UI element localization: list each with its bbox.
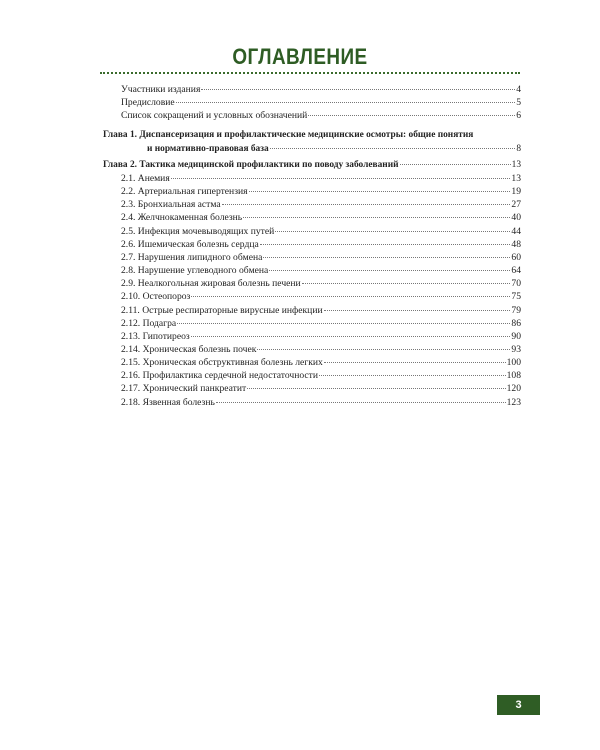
title-dotted-divider: [100, 72, 520, 74]
toc-entry-page: 79: [511, 304, 521, 316]
toc-entry-label: 2.2. Артериальная гипертензия: [121, 186, 248, 198]
leader-dots: [319, 375, 506, 376]
toc-entry-label: 2.3. Бронхиальная астма: [121, 199, 221, 211]
toc-entry-label: 2.5. Инфекция мочевыводящих путей: [121, 225, 275, 237]
leader-dots: [257, 349, 510, 350]
toc-entry[interactable]: [121, 97, 521, 108]
toc-entry-page: 27: [511, 199, 521, 211]
toc-entry-page: 108: [506, 370, 521, 382]
leader-dots: [400, 164, 511, 165]
toc-chapter-label: Глава 1. Диспансеризация и профилактические медицинские осмотры: общие понятия: [103, 130, 474, 140]
toc-entry-label: 2.7. Нарушения липидного обмена: [121, 251, 263, 263]
toc-entry[interactable]: [121, 110, 521, 121]
toc-section-entry[interactable]: [121, 305, 521, 316]
leader-dots: [201, 89, 515, 90]
toc-entry-label: 2.17. Хронический панкреатит: [121, 383, 247, 395]
leader-dots: [270, 148, 516, 149]
leader-dots: [243, 217, 510, 218]
toc-section-entry[interactable]: [121, 291, 521, 302]
toc-entry-page: 13: [511, 173, 521, 184]
toc-entry-label: 2.10. Остеопороз: [121, 291, 191, 303]
toc-entry-page: 60: [511, 251, 521, 263]
toc-section-entry[interactable]: [121, 278, 521, 289]
leader-dots: [222, 204, 511, 205]
toc-entry-page: 48: [511, 238, 521, 250]
toc-entry-label: Список сокращений и условных обозначений: [121, 110, 308, 121]
toc-title: ОГЛАВЛЕНИЕ: [232, 44, 368, 69]
toc-entry-label: 2.4. Желчнокаменная болезнь: [121, 212, 243, 224]
leader-dots: [191, 336, 511, 337]
leader-dots: [302, 283, 511, 284]
leader-dots: [275, 231, 510, 232]
toc-section-entry[interactable]: [121, 318, 521, 329]
toc-entry-label: 2.15. Хроническая обструктивная болезнь легких: [121, 357, 323, 369]
toc-section-entry[interactable]: [121, 357, 521, 368]
toc-entry-page: 90: [511, 330, 521, 342]
toc-entry-page: 6: [516, 110, 521, 121]
leader-dots: [269, 270, 510, 271]
toc-entry[interactable]: [121, 84, 521, 95]
leader-dots: [171, 178, 511, 179]
toc-entry-page: 120: [506, 383, 521, 395]
toc-chapter-label: и нормативно-правовая база: [147, 144, 269, 154]
toc-section-entry[interactable]: [121, 397, 521, 408]
toc-section-entry[interactable]: [121, 212, 521, 223]
toc-entry-label: 2.18. Язвенная болезнь: [121, 396, 215, 408]
toc-entry-page: 64: [511, 265, 521, 277]
toc-entry-label: 2.6. Ишемическая болезнь сердца: [121, 238, 259, 250]
toc-entry-page: 13: [511, 160, 521, 170]
toc-section-entry[interactable]: [121, 383, 521, 394]
leader-dots: [308, 115, 515, 116]
toc-entry-page: 75: [511, 291, 521, 303]
leader-dots: [247, 388, 505, 389]
toc-entry-page: 40: [511, 212, 521, 224]
page-number-badge: 3: [497, 695, 540, 715]
toc-entry-label: 2.12. Подагра: [121, 317, 177, 329]
toc-entry-label: 2.16. Профилактика сердечной недостаточности: [121, 370, 318, 382]
toc-entry-page: 93: [511, 343, 521, 355]
leader-dots: [249, 191, 511, 192]
toc-entry-label: 2.11. Острые респираторные вирусные инфекции: [121, 304, 323, 316]
toc-section-entry[interactable]: [121, 252, 521, 263]
leader-dots: [260, 244, 511, 245]
leader-dots: [191, 296, 510, 297]
toc-section-entry[interactable]: [121, 331, 521, 342]
toc-chapter-1-line2[interactable]: [147, 144, 521, 155]
toc-section-entry[interactable]: [121, 344, 521, 355]
toc-entry-page: 86: [511, 317, 521, 329]
toc-entry-label: Предисловие: [121, 97, 175, 108]
toc-section-entry[interactable]: [121, 199, 521, 210]
toc-entry-page: 4: [516, 84, 521, 95]
toc-section-entry[interactable]: [121, 226, 521, 237]
toc-entry-label: 2.9. Неалкогольная жировая болезнь печени: [121, 278, 301, 290]
toc-entry-page: 5: [516, 97, 521, 108]
toc-entry-page: 44: [511, 225, 521, 237]
toc-entry-page: 19: [511, 186, 521, 198]
toc-chapter-2[interactable]: [103, 160, 521, 171]
leader-dots: [263, 257, 510, 258]
toc-entry-label: 2.13. Гипотиреоз: [121, 330, 190, 342]
toc-entry-label: 2.1. Анемия: [121, 173, 170, 184]
leader-dots: [324, 362, 506, 363]
toc-chapter-label: Глава 2. Тактика медицинской профилактики по поводу заболеваний: [103, 160, 399, 170]
toc-chapter-1-line1[interactable]: [103, 130, 521, 141]
leader-dots: [177, 323, 510, 324]
toc-entry-label: 2.14. Хроническая болезнь почек: [121, 343, 257, 355]
toc-entry-page: 70: [511, 278, 521, 290]
leader-dots: [324, 310, 511, 311]
leader-dots: [216, 402, 506, 403]
toc-entry-label: Участники издания: [121, 84, 201, 95]
toc-entry-page: 8: [516, 144, 521, 154]
leader-dots: [176, 102, 516, 103]
toc-section-entry[interactable]: [121, 186, 521, 197]
toc-entry-label: 2.8. Нарушение углеводного обмена: [121, 265, 269, 277]
toc-entry-page: 123: [506, 396, 521, 408]
toc-section-entry[interactable]: [121, 173, 521, 184]
toc-section-entry[interactable]: [121, 265, 521, 276]
toc-section-entry[interactable]: [121, 239, 521, 250]
toc-section-entry[interactable]: [121, 370, 521, 381]
toc-entry-page: 100: [506, 357, 521, 369]
